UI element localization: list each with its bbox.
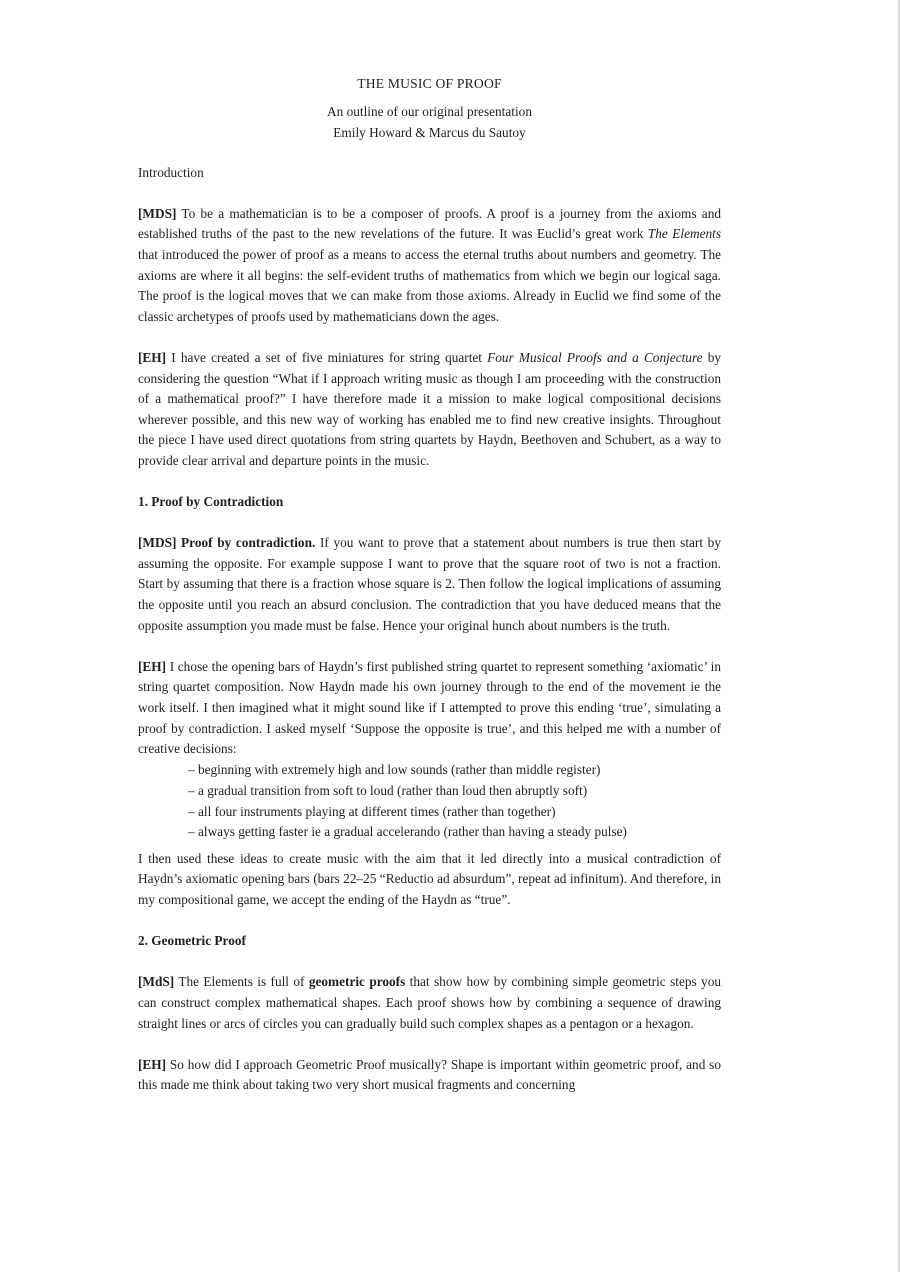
speaker-tag: [MDS] — [138, 535, 177, 551]
paragraph-mds-geometric — [138, 972, 721, 1034]
list-item: – always getting faster ie a gradual accelerando (rather than having a steady pulse) — [188, 824, 627, 840]
paragraph-text: that introduced the power of proof as a means to access the eternal truths about numbers and geometry. The axioms are where it all begins: the self-evident truths of mathematics from which we begin our logical saga. The proof is the logical moves that we can make from those axioms. Already in Euclid we find some of the classic archetypes of proofs used by mathematicians down the ages. — [138, 246, 721, 324]
paragraph-text: The Elements is full of — [174, 974, 309, 990]
paragraph-mds-intro — [138, 204, 721, 328]
introduction-heading: Introduction — [138, 165, 204, 181]
speaker-tag: [EH] — [138, 1056, 167, 1072]
work-title: The Elements — [647, 226, 721, 242]
list-item: – all four instruments playing at different times (rather than together) — [188, 803, 556, 819]
paragraph-text: If you want to prove that a statement about numbers is true then start by assuming the opposite. For example suppose I want to prove that the square root of two is not a fraction. Start by assuming that there is a fraction whose square is 2. Then follow the logical implications of assuming the opposite until you reach an absurd conclusion. The contradiction that you have deduced means that the opposite assumption you made must be false. Hence your original hunch about numbers is the truth. — [138, 535, 721, 633]
bold-term: geometric proofs — [308, 974, 406, 990]
document-subtitle: An outline of our original presentation — [327, 104, 532, 119]
paragraph-text: To be a mathematician is to be a composer of proofs. A proof is a journey from the axioms and established truths of the past to the new revelations of the future. It was Euclid’s great work — [138, 205, 721, 242]
paragraph-text: So how did I approach Geometric Proof musically? Shape is important within geometric proof, and so this made me think about taking two very short musical fragments and concerning — [138, 1056, 721, 1093]
speaker-tag: [MdS] — [138, 974, 175, 990]
paragraph-text: by considering the question “What if I approach writing music as though I am proceeding with the construction of a mathematical proof?” I have therefore made it a mission to make logical compositional decisions wherever possible, and this new way of working has enabled me to find new creative insights. Throughout the piece I have used direct quotations from string quartets by Haydn, Beethoven and Schubert, as a way to provide clear arrival and departure points in the music. — [138, 349, 722, 468]
speaker-tag: [MDS] — [138, 205, 177, 221]
document-authors: Emily Howard & Marcus du Sautoy — [333, 124, 526, 140]
paragraph-eh-contradiction — [138, 657, 721, 760]
paragraph-text: that show how by combining simple geometric steps you can construct complex mathematical shapes. Each proof shows how by combining a sequence of drawing straight lines or arcs of circles you can gradually build such complex shapes as a pentagon or a hexagon. — [138, 974, 721, 1031]
section-heading-contradiction: 1. Proof by Contradiction — [138, 494, 284, 510]
bold-term: Proof by contradiction. — [176, 535, 316, 551]
paragraph-eh-conclusion: I then used these ideas to create music with the aim that it led directly into a musical contradiction of Haydn’s axiomatic opening bars (bars 22–25 “Reductio ad absurdum”, repeat ad infinitum). And therefore, in my compositional game, we accept the ending of the Haydn as “true”. — [138, 850, 721, 907]
section-heading-geometric: 2. Geometric Proof — [138, 933, 246, 949]
list-item: – a gradual transition from soft to loud (rather than loud then abruptly soft) — [188, 783, 588, 798]
work-title: Four Musical Proofs and a Conjecture — [487, 349, 703, 365]
paragraph-mds-contradiction — [138, 533, 721, 636]
document-title: THE MUSIC OF PROOF — [357, 76, 502, 91]
paragraph-eh-geometric — [138, 1055, 721, 1096]
list-item: – beginning with extremely high and low sounds (rather than middle register) — [188, 762, 601, 778]
speaker-tag: [EH] — [138, 349, 167, 365]
document-page — [138, 74, 721, 1117]
paragraph-eh-intro — [138, 348, 721, 472]
paragraph-text: I have created a set of five miniatures for string quartet — [166, 349, 488, 365]
paragraph-text: I chose the opening bars of Haydn’s first published string quartet to represent something ‘axiomatic’ in string quartet composition. Now Haydn made his own journey through to the end of the movement ie the work itself. I then imagined what it might sound like if I attempted to prove this ending ‘true’, simulating a proof by contradiction. I asked myself ‘Suppose the opposite is true’, and this helped me with a number of creative decisions: — [138, 658, 721, 757]
speaker-tag: [EH] — [138, 658, 167, 674]
decision-list — [138, 760, 721, 842]
